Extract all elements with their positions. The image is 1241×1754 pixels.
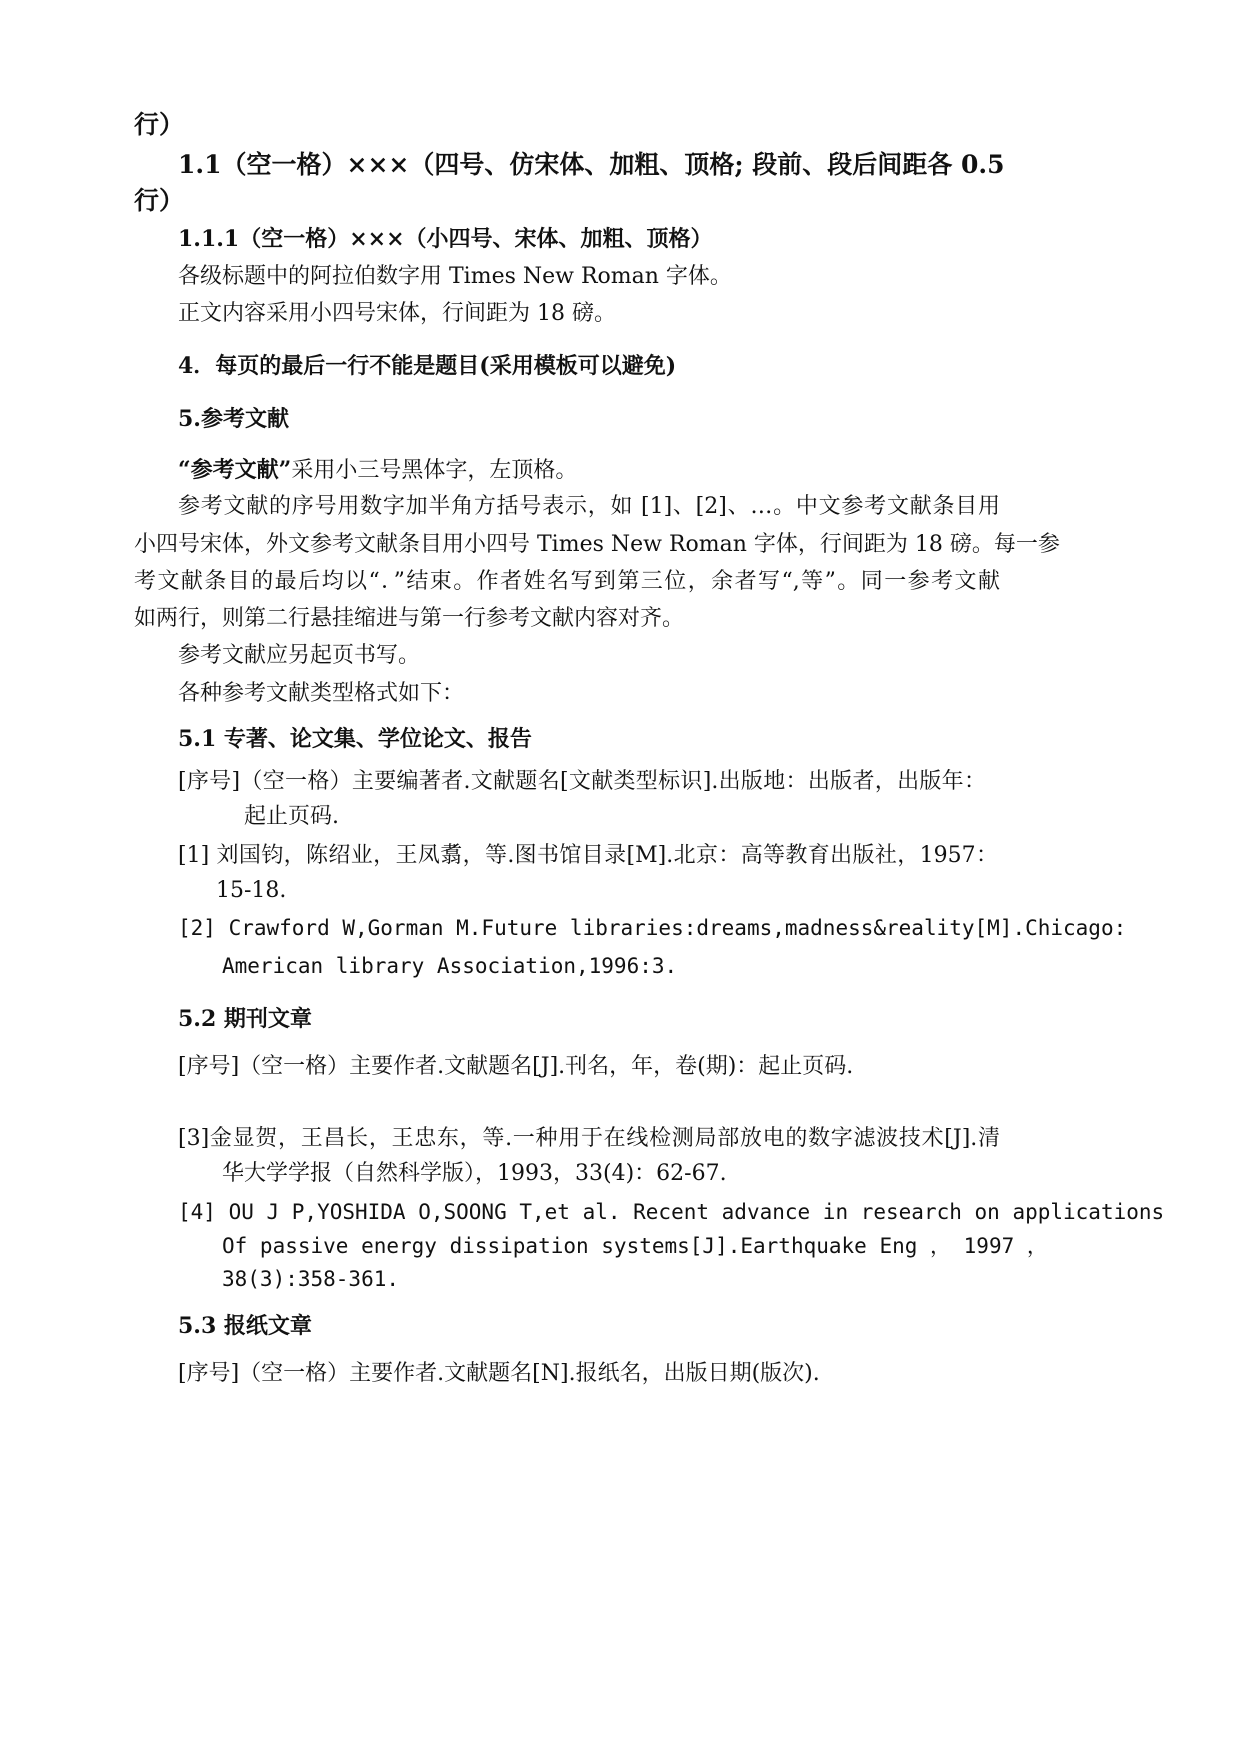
reference-entry: [1] 刘国钧，陈绍业，王凤翥，等.图书馆目录[M].北京：高等教育出版社，1957： (178, 843, 998, 868)
subsection-heading-5-2: 5.2 期刊文章 (178, 1006, 312, 1032)
body-paragraph: 如两行，则第二行悬挂缩进与第一行参考文献内容对齐。 (134, 606, 685, 631)
reference-entry: [2] Crawford W,Gorman M.Future libraries:dreams,madness&reality[M].Chicago: (178, 916, 1127, 940)
section-heading-4: 4．每页的最后一行不能是题目(采用模板可以避免) (178, 353, 677, 379)
body-paragraph: 参考文献应另起页书写。 (178, 643, 421, 668)
reference-entry: [3]金显贺，王昌长，王忠东，等.一种用于在线检测局部放电的数字滤波技术[J].清 (178, 1126, 1000, 1151)
heading-level3-format: 1.1.1（空一格）×××（小四号、宋体、加粗、顶格） (178, 226, 713, 252)
reference-format: [序号]（空一格）主要作者.文献题名[N].报纸名，出版日期(版次). (178, 1361, 820, 1386)
section-heading-5: 5.参考文献 (178, 406, 289, 432)
body-paragraph (178, 455, 577, 486)
body-paragraph: 各种参考文献类型格式如下： (178, 681, 465, 706)
reference-entry: [4] OU J P,YOSHIDA O,SOONG T,et al. Recent advance in research on applications (178, 1200, 1165, 1224)
reference-entry: American library Association,1996:3. (222, 954, 678, 978)
reference-entry: Of passive energy dissipation systems[J].Earthquake Eng ， 1997 ， (222, 1234, 1048, 1258)
body-paragraph: 正文内容采用小四号宋体，行间距为 18 磅。 (178, 301, 616, 326)
bold-term: “参考文献” (178, 457, 292, 483)
reference-entry: 15-18. (216, 878, 287, 903)
subsection-heading-5-1: 5.1 专著、论文集、学位论文、报告 (178, 726, 532, 752)
heading-continuation: 行） (134, 186, 185, 215)
reference-entry: 华大学学报（自然科学版），1993，33(4)：62-67. (222, 1161, 727, 1186)
heading-continuation: 行） (134, 110, 185, 139)
body-paragraph: 小四号宋体，外文参考文献条目用小四号 Times New Roman 字体，行间距为 18 磅。每一参 (134, 532, 1060, 557)
body-paragraph: 各级标题中的阿拉伯数字用 Times New Roman 字体。 (178, 264, 732, 289)
reference-format: [序号]（空一格）主要作者.文献题名[J].刊名，年，卷(期)：起止页码. (178, 1054, 854, 1079)
body-paragraph: 考文献条目的最后均以“．”结束。作者姓名写到第三位，余者写“,等”。同一参考文献 (134, 569, 1000, 594)
heading-level2-format: 1.1（空一格）×××（四号、仿宋体、加粗、顶格; 段前、段后间距各 0.5 (178, 150, 1005, 179)
reference-format: [序号]（空一格）主要编著者.文献题名[文献类型标识].出版地：出版者，出版年： (178, 769, 986, 794)
body-paragraph: 参考文献的序号用数字加半角方括号表示，如 [1]、[2]、…。中文参考文献条目用 (178, 494, 1000, 519)
body-text: 采用小三号黑体字，左顶格。 (291, 458, 578, 483)
reference-format: 起止页码. (244, 804, 339, 829)
subsection-heading-5-3: 5.3 报纸文章 (178, 1313, 312, 1339)
reference-entry: 38(3):358-361. (222, 1267, 400, 1291)
